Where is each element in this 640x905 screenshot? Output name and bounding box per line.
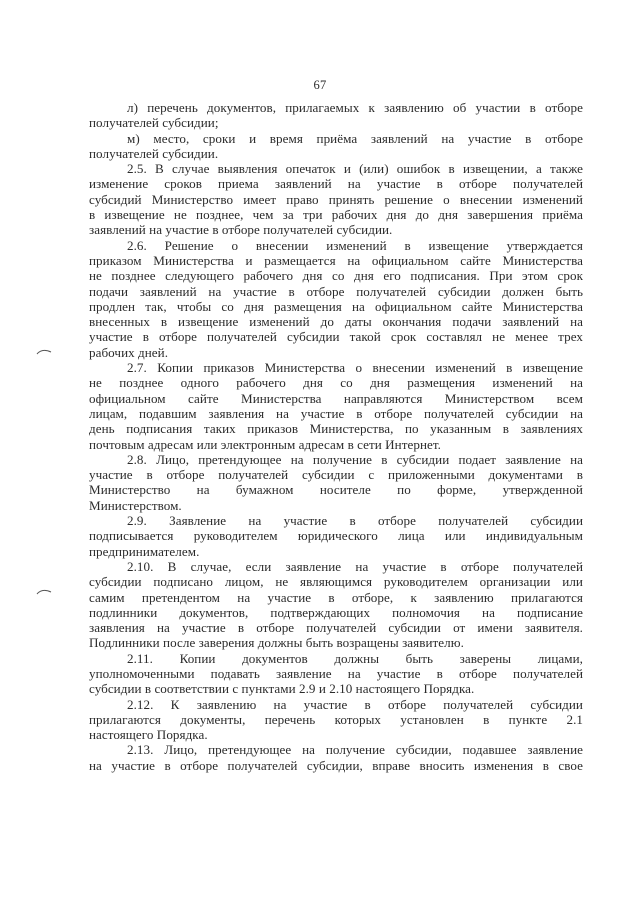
text-line: уполномоченными подавать заявление на участие в отборе получателей [89,665,583,681]
text-line: 2.9. Заявление на участие в отборе получателей субсидии [127,513,583,529]
text-line: самим претендентом на участие в отборе, к заявлению прилагаются [89,589,583,605]
page-number: 67 [313,78,327,92]
text-line: не позднее одного рабочего дня со дня размещения изменений на [89,375,583,391]
text-line: приказом Министерства и размещается на официальном сайте Министерства [89,252,583,268]
paragraph [89,651,583,697]
paragraph [89,360,583,452]
text-line: Министерство на бумажном носителе по форме, утвержденной [89,482,583,498]
text-line: 2.5. В случае выявления опечаток и (или) ошибок в извещении, а также [127,161,583,177]
text-line: рабочих дней. [89,344,169,360]
paragraph [89,697,583,743]
text-line: получателей субсидии; [89,115,219,131]
paragraph [89,513,583,559]
text-line: участие в отборе получателей субсидии такой срок составлял не менее трех [89,329,583,345]
text-line: подачи заявлений на участие в отборе получателей субсидии должен быть [89,283,583,299]
text-line: не позднее следующего рабочего дня со дня его подписания. При этом срок [89,268,583,284]
text-line: день подписания таких приказов Министерства, по указанным в заявлениях [89,421,583,437]
paragraph [89,742,583,773]
scan-margin-mark [36,347,52,355]
text-line: подлинники документов, подтверждающих полномочия на подписание [89,604,583,620]
text-line: заявлений на участие в отборе получателей субсидии. [89,222,393,238]
document-body [89,100,583,773]
text-line: изменение сроков приема заявлений на участие в отборе получателей [89,176,583,192]
text-line: субсидий Министерство имеет право принять решение о внесении изменений [89,191,583,207]
scan-margin-mark [36,587,52,595]
text-line: 2.11. Копии документов должны быть заверены лицами, [127,650,583,666]
text-line: Подлинники после заверения должны быть возращены заявителю. [89,635,464,651]
text-line: л) перечень документов, прилагаемых к заявлению об участии в отборе [127,100,583,115]
text-line: субсидии в соответствии с пунктами 2.9 и 2.10 настоящего Порядка. [89,681,475,697]
text-line: официальном сайте Министерства направляются Министерством всем [89,390,583,406]
text-line: 2.12. К заявлению на участие в отборе получателей субсидии [127,696,583,712]
paragraph [89,100,583,131]
text-line: настоящего Порядка. [89,727,208,743]
text-line: Министерством. [89,497,182,513]
text-line: 2.10. В случае, если заявление на участие в отборе получателей [127,558,583,574]
paragraph [89,131,583,162]
text-line: субсидии подписано лицом, не являющимся руководителем организации или [89,574,583,590]
text-line: участие в отборе получателей субсидии с приложенными документами в [89,467,583,483]
text-line: 2.13. Лицо, претендующее на получение субсидии, подавшее заявление [127,742,583,758]
paragraph [89,559,583,651]
paragraph [89,452,583,513]
paragraph [89,238,583,360]
text-line: прилагаются документы, перечень которых установлен в пункте 2.1 [89,711,583,727]
paragraph [89,161,583,237]
text-line: 2.7. Копии приказов Министерства о внесении изменений в извещение [127,360,583,376]
text-line: на участие в отборе получателей субсидии, вправе вносить изменения в свое [89,757,583,773]
text-line: подписывается руководителем юридического лица или индивидуальным [89,528,583,544]
text-line: продлен так, чтобы со дня размещения на официальном сайте Министерства [89,298,583,314]
text-line: внесенных в извещение изменений до даты окончания подачи заявлений на [89,314,583,330]
text-line: предпринимателем. [89,543,200,559]
text-line: 2.8. Лицо, претендующее на получение в субсидии подает заявление на [127,451,583,467]
text-line: почтовым адресам или электронным адресам в сети Интернет. [89,436,441,452]
text-line: м) место, сроки и время приёма заявлений на участие в отборе [127,130,583,146]
text-line: заявления на участие в отборе получателей субсидии от имени заявителя. [89,620,583,636]
text-line: лицам, подавшим заявления на участие в отборе получателей субсидии на [89,405,583,421]
text-line: получателей субсидии. [89,145,219,161]
text-line: в извещение не позднее, чем за три рабочих дня до дня завершения приёма [89,207,583,223]
text-line: 2.6. Решение о внесении изменений в извещение утверждается [127,237,583,253]
